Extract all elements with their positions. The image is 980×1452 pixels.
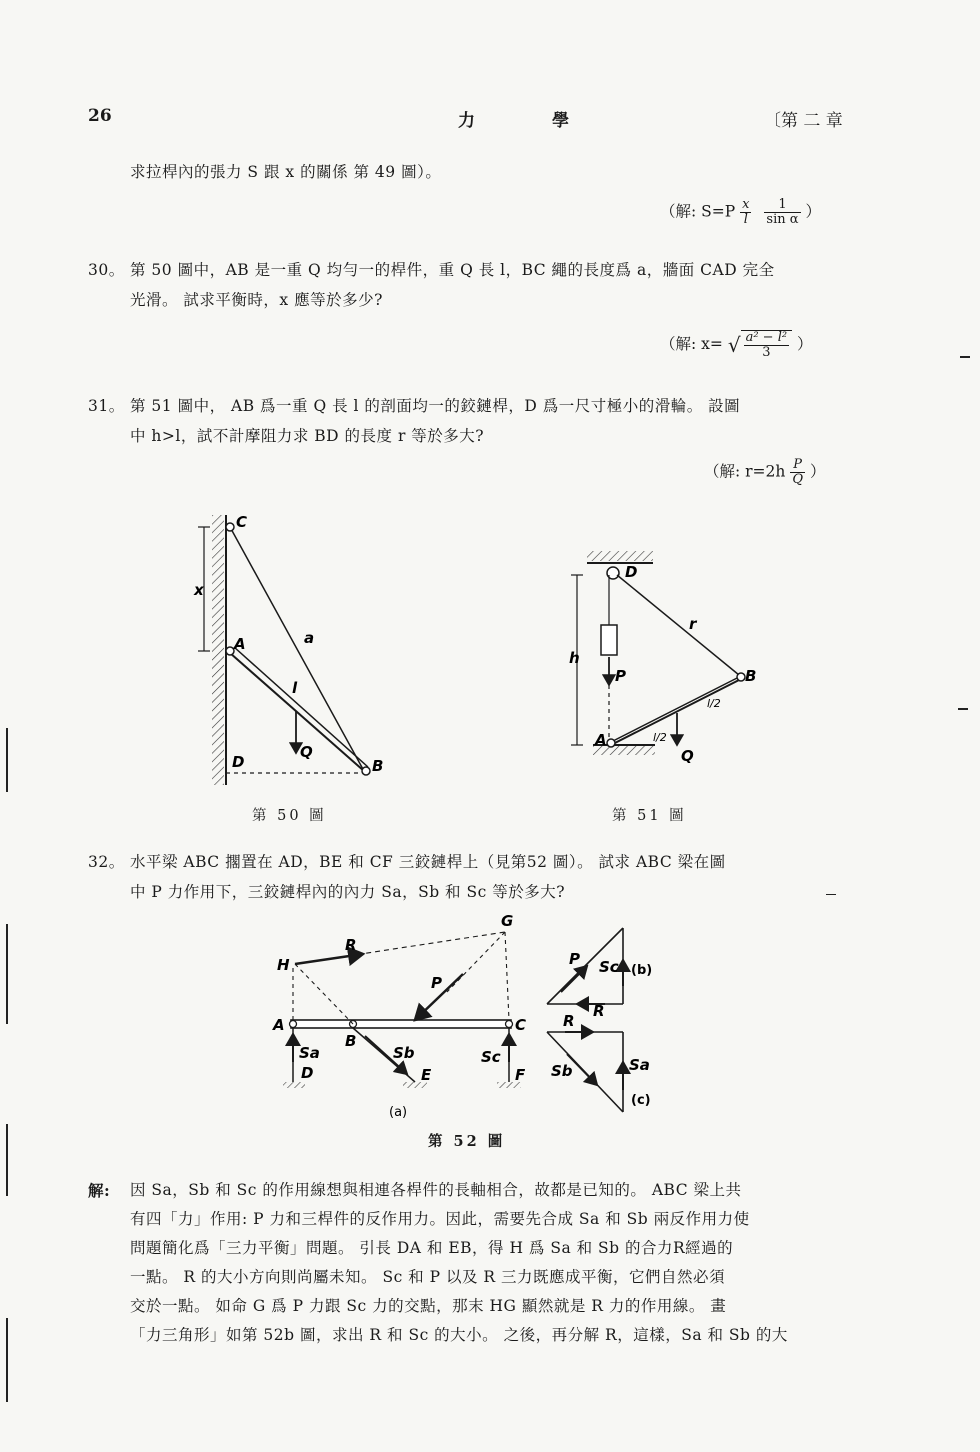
- label-q: Q: [300, 743, 313, 761]
- scan-mark: [960, 356, 970, 358]
- fraction-num: P: [790, 458, 805, 473]
- label-a: A: [234, 635, 246, 653]
- problem-30-line2: 光滑。 試求平衡時，x 應等於多少?: [130, 291, 383, 309]
- solution-line: 一點。 R 的大小方向則尚屬未知。 Sc 和 P 以及 R 三力既應成平衡，它們自然必須: [130, 1268, 725, 1286]
- answer-suffix: ）: [797, 335, 813, 353]
- answer-suffix: ）: [805, 202, 821, 221]
- solution-line: 「力三角形」如第 52b 圖，求出 R 和 Sc 的大小。 之後，再分解 R，這樣，Sa 和 Sb 的大: [130, 1326, 788, 1344]
- label-g: G: [501, 912, 514, 930]
- label-b: B: [745, 667, 757, 685]
- label-x: x: [194, 581, 204, 599]
- label-sub-b: (b): [631, 963, 653, 978]
- label-c: C: [515, 1016, 527, 1034]
- solution-line: 交於一點。 如命 G 爲 P 力跟 Sc 力的交點，那末 HG 顯然就是 R 力的作用線。 畫: [130, 1297, 727, 1315]
- weight-block: [601, 625, 617, 655]
- label-sa: Sa: [299, 1044, 320, 1062]
- label-l: l: [292, 679, 298, 697]
- arrow-b-p: [561, 966, 587, 992]
- label-b-sc: Sc: [599, 958, 619, 976]
- ground-d: [283, 1082, 305, 1088]
- answer-prefix: （解: S=P: [660, 202, 736, 221]
- label-d: D: [625, 563, 638, 581]
- dashed-gc: [505, 932, 509, 1020]
- label-c-r: R: [563, 1012, 575, 1030]
- fraction: [740, 198, 751, 227]
- pin-c: [506, 1021, 513, 1028]
- label-e: E: [421, 1066, 432, 1084]
- problem-30-number: 30。: [88, 261, 125, 279]
- fraction-den: Q: [792, 472, 803, 487]
- running-title-right: 學: [552, 111, 569, 131]
- label-f: F: [515, 1066, 526, 1084]
- pin-a: [290, 1021, 297, 1028]
- label-d: D: [301, 1064, 314, 1082]
- label-d: D: [232, 753, 245, 771]
- page-number: 26: [88, 106, 112, 126]
- answer-prefix: （解: x=: [660, 335, 723, 353]
- label-r: R: [345, 936, 357, 954]
- figure-50: [180, 505, 420, 795]
- problem-31-answer: [704, 458, 825, 487]
- pin-b: [362, 767, 370, 775]
- figure-51-caption: 第 51 圖: [612, 808, 687, 824]
- rope-r: [617, 575, 739, 675]
- label-h: h: [569, 649, 580, 667]
- label-sub-c: (c): [631, 1093, 651, 1108]
- chapter-label: 〔第 二 章: [764, 111, 843, 131]
- scan-mark: [958, 708, 968, 710]
- solution-line: 問題簡化爲「三力平衡」問題。 引長 DA 和 EB，得 H 爲 Sa 和 Sb 的合力R經過的: [130, 1239, 734, 1257]
- label-a: A: [595, 731, 607, 749]
- label-half-1: l/2: [653, 731, 667, 744]
- label-a: A: [273, 1016, 285, 1034]
- label-sub-a: (a): [389, 1105, 408, 1120]
- dashed-hb: [295, 964, 353, 1024]
- fraction: [764, 198, 800, 227]
- answer-suffix: ）: [809, 462, 826, 481]
- wall-hatch: [212, 515, 224, 785]
- fraction-den: sin α: [766, 212, 799, 227]
- label-b: B: [345, 1032, 357, 1050]
- problem-31-line1: 第 51 圖中， AB 爲一重 Q 長 l 的剖面均一的鉸鏈桿，D 爲一尺寸極小的滑輪。 設圖: [130, 397, 741, 415]
- sqrt-icon: √: [727, 333, 741, 357]
- label-b-r: R: [593, 1002, 605, 1020]
- problem-31-number: 31。: [88, 397, 125, 415]
- label-c-sb: Sb: [551, 1062, 573, 1080]
- figure-51: [565, 545, 785, 785]
- label-c-sa: Sa: [629, 1056, 650, 1074]
- force-r-arrow: [295, 954, 363, 964]
- label-half-2: l/2: [707, 697, 721, 710]
- solution-line: 有四「力」作用: P 力和三桿件的反作用力。因此，需要先合成 Sa 和 Sb 兩反作用力使: [130, 1210, 750, 1228]
- scan-mark: [6, 924, 8, 1024]
- fraction-num: x: [742, 197, 750, 212]
- pin-a: [607, 739, 615, 747]
- fraction: [790, 458, 805, 487]
- problem-32-number: 32。: [88, 853, 125, 871]
- solution-prefix: 解:: [88, 1181, 111, 1200]
- problem-30-line1: 第 50 圖中，AB 是一重 Q 均勻一的桿件，重 Q 長 l，BC 繩的長度爲 a，牆面 CAD 完全: [130, 261, 775, 279]
- figure-50-caption: 第 50 圖: [252, 808, 327, 824]
- label-sc: Sc: [481, 1048, 501, 1066]
- fraction-den: l: [743, 212, 748, 227]
- rope-cb: [230, 527, 364, 771]
- answer-prefix: （解: r=2h: [704, 462, 786, 481]
- label-p: P: [431, 974, 442, 992]
- fraction: [744, 331, 790, 360]
- figure-52: [265, 912, 675, 1122]
- beam-abc: [291, 1020, 511, 1028]
- problem-32-line2: 中 P 力作用下，三鉸鏈桿內的內力 Sa，Sb 和 Sc 等於多大?: [130, 883, 566, 901]
- label-p: P: [615, 667, 626, 685]
- dashed-gp: [447, 932, 505, 992]
- pin-b: [737, 673, 745, 681]
- label-b: B: [372, 757, 384, 775]
- ceiling-hatch: [587, 551, 653, 561]
- label-a-rope: a: [304, 629, 315, 647]
- bar-ab-inner: [613, 675, 743, 741]
- fraction-num: 1: [764, 198, 800, 213]
- label-b-p: P: [569, 950, 580, 968]
- scan-mark: [6, 1318, 8, 1402]
- solution-line: 因 Sa，Sb 和 Sc 的作用線想與相連各桿件的長軸相合，故都是已知的。 ABC 梁上共: [130, 1181, 742, 1199]
- label-sb: Sb: [393, 1044, 415, 1062]
- prev-problem-answer: [660, 198, 821, 227]
- figure-52-caption: 第 52 圖: [428, 1133, 506, 1150]
- bar-ab-outer: [230, 653, 364, 771]
- scan-mark: [6, 728, 8, 792]
- scan-mark: [6, 1124, 8, 1196]
- problem-30-answer: [660, 330, 813, 360]
- fraction-den: 3: [762, 345, 771, 360]
- label-c: C: [236, 513, 248, 531]
- pin-a: [226, 647, 234, 655]
- fraction-num: a² − l²: [745, 330, 788, 345]
- problem-31-line2: 中 h>l，試不計摩阻力求 BD 的長度 r 等於多大?: [130, 427, 485, 445]
- problem-32-line1: 水平梁 ABC 擱置在 AD，BE 和 CF 三鉸鏈桿上（見第52 圖）。 試求 ABC 梁在圖: [130, 853, 726, 871]
- running-title-left: 力: [458, 111, 475, 131]
- sqrt-radicand: [741, 330, 793, 360]
- solution-body: [130, 1176, 846, 1350]
- label-h: H: [277, 956, 290, 974]
- prev-problem-text: 求拉桿內的張力 S 跟 x 的關係 第 49 圖）。: [130, 163, 442, 181]
- bar-ab-outer: [611, 679, 741, 745]
- label-r: r: [689, 615, 697, 633]
- pin-c: [226, 523, 234, 531]
- scan-mark: [826, 894, 836, 895]
- label-q: Q: [681, 747, 694, 765]
